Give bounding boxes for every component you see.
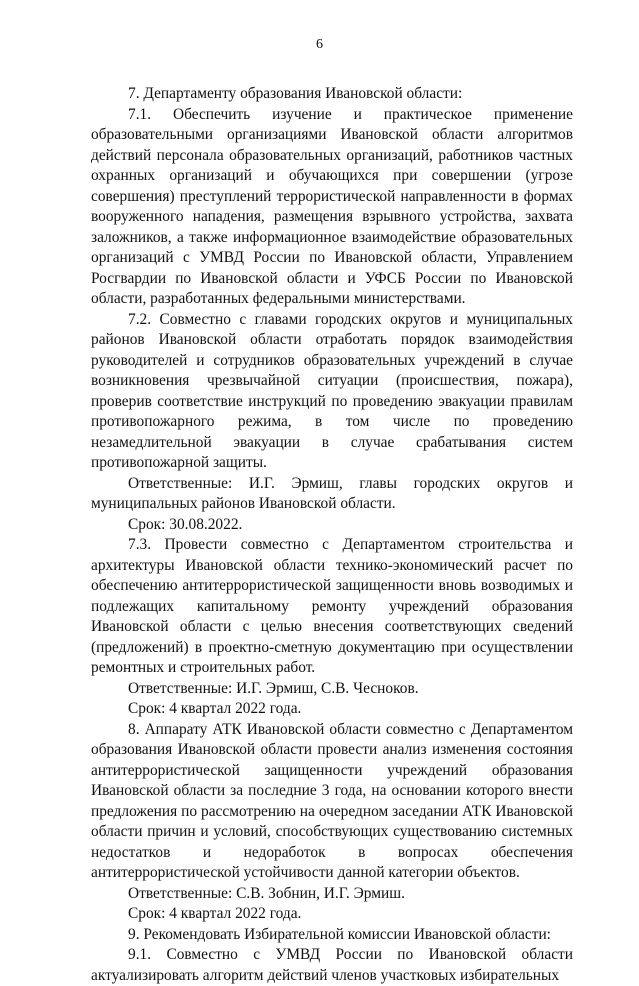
paragraph-7-1: 7.1. Обеспечить изучение и практическое применение образовательными организациями Ивановской области алгоритмов действий персонала образовательных организаций, работников частных охранных организаций и обучающихся при совершении (угрозе совершения) преступлений террористической направленности в формах вооруженного нападения, размещения взрывного устройства, захвата заложников, а также информационное взаимодействие образовательных организаций с УМВД России по Ивановской области, Управлением Росгвардии по Ивановской области и УФСБ России по Ивановской области, разработанных федеральными министерствами. bbox=[91, 105, 573, 307]
document-body bbox=[91, 84, 573, 986]
paragraph-7-2: 7.2. Совместно с главами городских округов и муниципальных районов Ивановской области отработать порядок взаимодействия руководителей и сотрудников образовательных учреждений в случае возникновения чрезвычайной ситуации (происшествия, пожара), проверив соответствие инструкций по проведению эвакуации правилам противопожарного режима, в том числе по проведению незамедлительной эвакуации в случае срабатывания систем противопожарной защиты. bbox=[91, 310, 573, 471]
page-number: 6 bbox=[316, 37, 323, 52]
deadline-7-2: Срок: 30.08.2022. bbox=[128, 515, 243, 533]
paragraph-9-1: 9.1. Совместно с УМВД России по Ивановской области актуализировать алгоритм действий членов участковых избирательных bbox=[91, 946, 573, 984]
paragraph-8: 8. Аппарату АТК Ивановской области совместно с Департаментом образования Ивановской области провести анализ изменения состояния антитеррористической защищенности учреждений образования Ивановской области за последние 3 года, на основании которого внести предложения по рассмотрению на очередном заседании АТК Ивановской области причин и условий, способствующих существованию системных недостатков и недоработок в вопросах обеспечения антитеррористической устойчивости данной категории объектов. bbox=[91, 720, 573, 881]
responsible-8: Ответственные: С.В. Зобнин, И.Г. Эрмиш. bbox=[128, 884, 405, 902]
paragraph-9-heading: 9. Рекомендовать Избирательной комиссии Ивановской области: bbox=[128, 925, 551, 943]
responsible-7-2: Ответственные: И.Г. Эрмиш, главы городских округов и муниципальных районов Ивановской области. bbox=[91, 474, 573, 512]
deadline-8: Срок: 4 квартал 2022 года. bbox=[128, 905, 302, 922]
deadline-7-3: Срок: 4 квартал 2022 года. bbox=[128, 700, 302, 717]
paragraph-7-heading: 7. Департаменту образования Ивановской области: bbox=[128, 85, 463, 102]
responsible-7-3: Ответственные: И.Г. Эрмиш, С.В. Чесноков. bbox=[128, 679, 419, 697]
paragraph-7-3: 7.3. Провести совместно с Департаментом строительства и архитектуры Ивановской области технико-экономический расчет по обеспечению антитеррористической защищенности вновь возводимых и подлежащих капитальному ремонту учреждений образования Ивановской области с целью внесения соответствующих сведений (предложений) в проектно-сметную документацию при осуществлении ремонтных и строительных работ. bbox=[91, 536, 573, 676]
